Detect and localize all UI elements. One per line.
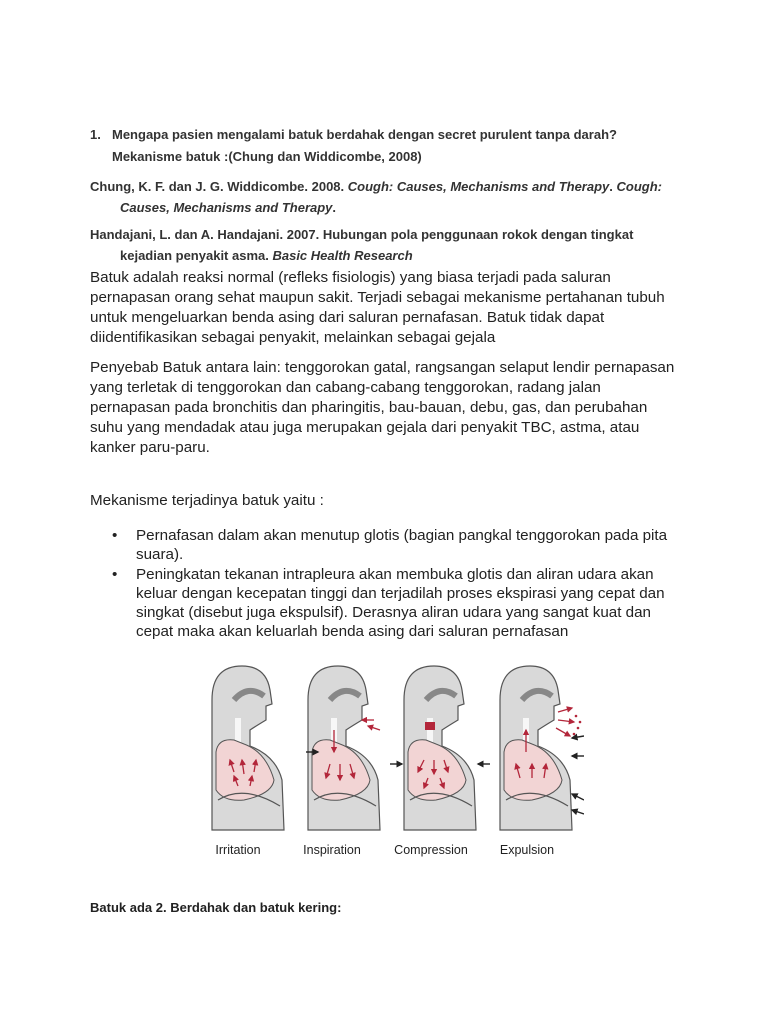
list-item-line: cepat maka akan keluarlah benda asing dari saluran pernafasan (136, 623, 569, 640)
paragraph-line: suhu yang mendadak atau juga merupakan gejala dari penyakit TBC, astma, atau (90, 419, 640, 436)
mechanism-list (90, 526, 690, 642)
paragraph-line: untuk mengeluarkan benda asing dari saluran pernafasan. Batuk tidak dapat (90, 309, 605, 326)
paragraph-line: kanker paru-paru. (90, 439, 210, 456)
paragraph-line: yang terletak di tenggorokan dan cabang-cabang tenggorokan, radang jalan (90, 379, 601, 396)
list-item-line: Peningkatan tekanan intrapleura akan membuka glotis dan aliran udara akan (136, 566, 654, 583)
bullet-icon: • (112, 566, 118, 583)
paragraph-line: pernapasan pada bronchitis dan pharingitis, bau-bauan, debu, gas, dan perubahan (90, 399, 648, 416)
reference-title-continued: Causes, Mechanisms and Therapy (120, 200, 333, 215)
label-inspiration: Inspiration (303, 843, 361, 857)
reference-tail: . (332, 200, 337, 215)
reference-separator: . (609, 179, 617, 194)
list-item-line: suara). (136, 546, 184, 563)
cough-stages-illustration (204, 660, 584, 860)
question-block (90, 124, 617, 168)
reference-journal: Basic Health Research (272, 248, 413, 263)
paragraph-line: Penyebab Batuk antara lain: tenggorokan gatal, rangsangan selaput lendir pernapasan (90, 359, 675, 376)
section-heading-cough-types: Batuk ada 2. Berdahak dan batuk kering: (90, 900, 342, 915)
label-irritation: Irritation (215, 843, 261, 857)
paragraph-definition (90, 268, 690, 348)
stage-inspiration (306, 666, 380, 830)
paragraph-mechanism-heading: Mekanisme terjadinya batuk yaitu : (90, 492, 324, 509)
paragraph-causes (90, 358, 690, 458)
bullet-icon: • (112, 527, 118, 544)
paragraph-line: Batuk adalah reaksi normal (refleks fisiologis) yang biasa terjadi pada saluran (90, 269, 611, 286)
list-item (90, 526, 690, 564)
list-item-line: singkat (disebut juga ekspulsif). Derasnya aliran udara yang sangat kuat dan (136, 604, 651, 621)
question-number: 1. (90, 127, 101, 142)
reference-title-repeat: Cough: (616, 179, 662, 194)
list-item-line: keluar dengan kecepatan tinggi dan terjadilah proses ekspirasi yang cepat dan (136, 585, 665, 602)
list-item-line: Pernafasan dalam akan menutup glotis (bagian pangkal tenggorokan pada pita (136, 527, 668, 544)
label-expulsion: Expulsion (499, 843, 555, 857)
reference-lead: Chung, K. F. dan J. G. Widdicombe. 2008. (90, 179, 348, 194)
stage-compression (390, 666, 490, 830)
stage-expulsion (500, 666, 584, 830)
list-item (90, 565, 690, 641)
reference-handajani (90, 224, 690, 266)
question-subtitle: Mekanisme batuk :(Chung dan Widdicombe, 2008) (112, 149, 422, 164)
reference-chung (90, 176, 690, 218)
label-compression: Compression (394, 843, 468, 857)
paragraph-line: pernapasan orang sehat maupun sakit. Terjadi sebagai mekanisme pertahanan tubuh (90, 289, 665, 306)
stage-irritation (212, 666, 284, 830)
cough-mechanism-figure (204, 660, 584, 860)
reference-title: Cough: Causes, Mechanisms and Therapy (347, 179, 610, 194)
question-text: Mengapa pasien mengalami batuk berdahak dengan secret purulent tanpa darah? (112, 127, 617, 142)
reference-lead: Handajani, L. dan A. Handajani. 2007. Hubungan pola penggunaan rokok dengan tingkat (90, 227, 634, 242)
paragraph-line: diidentifikasikan sebagai penyakit, melainkan sebagai gejala (90, 329, 496, 346)
reference-continued: kejadian penyakit asma. (120, 248, 273, 263)
